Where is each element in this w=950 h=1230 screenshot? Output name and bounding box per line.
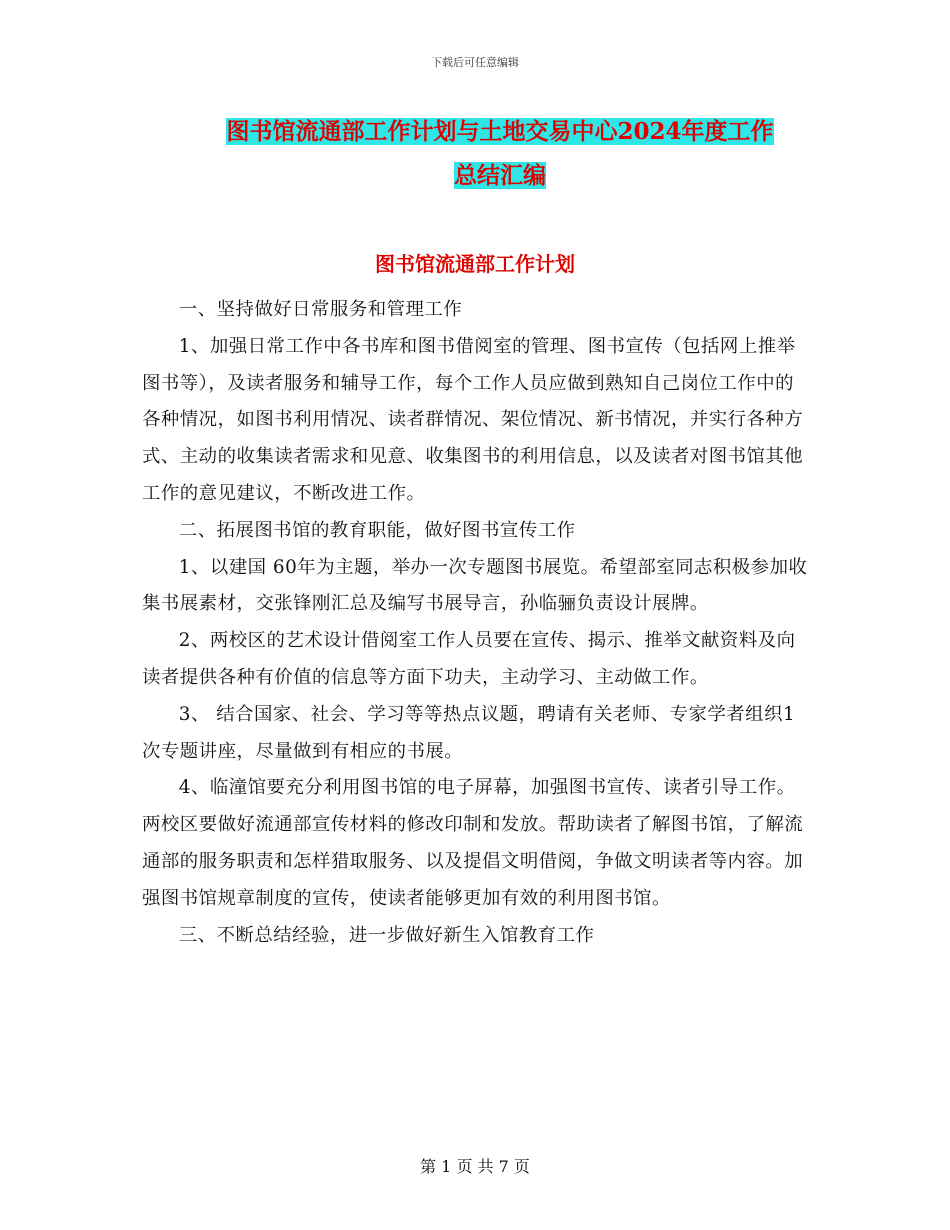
main-title — [150, 110, 850, 198]
section-title: 图书馆流通部工作计划 — [375, 252, 575, 276]
body-text — [142, 292, 808, 954]
main-title-line2: 总结汇编 — [454, 162, 546, 189]
paragraph: 3、 结合国家、社会、学习等等热点议题，聘请有关老师、专家学者组织1次专题讲座，尽量做到有相应的书展。 — [142, 703, 796, 762]
paragraph: 三、不断总结经验，进一步做好新生入馆教育工作 — [178, 924, 595, 946]
paragraph: 二、拓展图书馆的教育职能，做好图书宣传工作 — [178, 519, 576, 541]
paragraph: 一、坚持做好日常服务和管理工作 — [178, 299, 463, 320]
main-title-line1: 图书馆流通部工作计划与土地交易中心2024年度工作 — [226, 118, 774, 145]
paragraph: 4、临潼馆要充分利用图书馆的电子屏幕，加强图书宣传、读者引导工作。两校区要做好流通部宣传材料的修改印制和发放。帮助读者了解图书馆，了解流通部的服务职责和怎样猎取服务、以及提倡文明借阅，争做文明读者等内容。加强图书馆规章制度的宣传，使读者能够更加有效的利用图书馆。 — [142, 777, 804, 909]
paragraph: 1、加强日常工作中各书库和图书借阅室的管理、图书宣传（包括网上推举图书等），及读者服务和辅导工作，每个工作人员应做到熟知自己岗位工作中的各种情况，如图书利用情况、读者群情况、架位情况、新书情况，并实行各种方式、主动的收集读者需求和见意、收集图书的利用信息，以及读者对图书馆其他工作的意见建议，不断改进工作。 — [142, 335, 804, 504]
page-footer: 第 1 页 共 7 页 — [420, 1157, 530, 1176]
header-note: 下载后可任意编辑 — [431, 56, 519, 69]
paragraph: 2、两校区的艺术设计借阅室工作人员要在宣传、揭示、推举文献资料及向读者提供各种有价值的信息等方面下功夫，主动学习、主动做工作。 — [142, 630, 796, 688]
paragraph: 1、以建国 60年为主题，举办一次专题图书展览。希望部室同志积极参加收集书展素材，交张锋刚汇总及编写书展导言，孙临骊负责设计展牌。 — [142, 556, 808, 615]
